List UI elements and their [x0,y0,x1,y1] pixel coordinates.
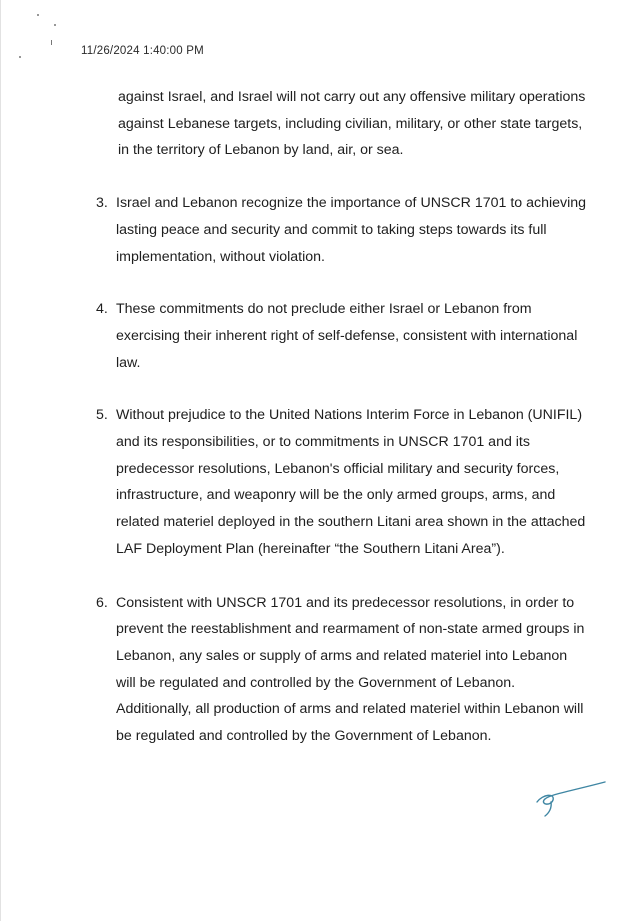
list-item-number: 4. [96,301,108,318]
list-item-number: 3. [96,195,108,212]
scan-speck [37,14,39,16]
scan-speck [19,56,21,58]
continuation-paragraph: against Israel, and Israel will not carry out any offensive military operations against Lebanese targets, including civilian, military, or other state targets, in the territory of Lebanon by land, air, or sea. [118,89,586,159]
list-item [89,402,589,562]
scan-speck [54,24,56,26]
list-item [89,296,589,376]
list-item-text: Israel and Lebanon recognize the importance of UNSCR 1701 to achieving lasting peace and security and commit to taking steps towards its full implementation, without violation. [116,195,587,265]
list-item-number: 6. [96,594,108,611]
list-item [89,190,589,270]
list-item-text: Without prejudice to the United Nations Interim Force in Lebanon (UNIFIL) and its responsibilities, or to commitments in UNSCR 1701 and its predecessor resolutions, Lebanon's official military and security forces, infrastructure, and weaponry will be the only armed groups, arms, and related materiel deployed in the southern Litani area shown in the attached LAF Deployment Plan (hereinafter “the Southern Litani Area”). [116,407,586,557]
list-item-text: These commitments do not preclude either Israel or Lebanon from exercising their inherent right of self-defense, consistent with international law. [116,301,578,371]
list-item-number: 5. [96,407,108,424]
print-timestamp: 11/26/2024 1:40:00 PM [81,45,204,57]
handwritten-initial-icon [531,780,611,820]
scan-speck [51,40,52,45]
list-item-text: Consistent with UNSCR 1701 and its predecessor resolutions, in order to prevent the reestablishment and rearmament of non-state armed groups in Lebanon, any sales or supply of arms and related materiel into Lebanon will be regulated and controlled by the Government of Lebanon. Additionally, all production of arms and related materiel within Lebanon will be regulated and controlled by the Government of Lebanon. [116,594,585,745]
list-item [89,590,589,750]
document-body [89,84,589,776]
